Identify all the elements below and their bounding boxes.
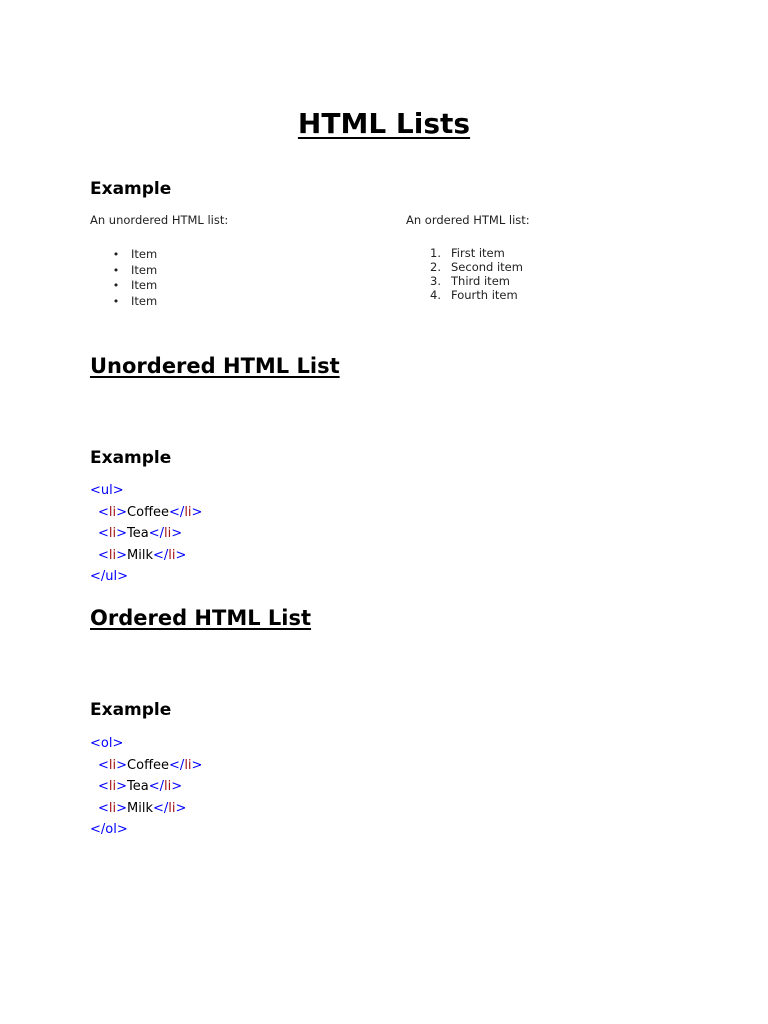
example-heading-unordered: Example bbox=[90, 448, 172, 468]
code-line: <li>Milk</li> bbox=[98, 800, 187, 816]
example-heading-demo: Example bbox=[90, 179, 172, 199]
bullet-icon: • bbox=[112, 294, 120, 308]
page-title: HTML Lists bbox=[297, 107, 471, 140]
code-line: <li>Coffee</li> bbox=[98, 757, 203, 773]
code-block-unordered bbox=[90, 480, 202, 588]
code-line: <ul> bbox=[90, 483, 124, 498]
section-heading-unordered: Unordered HTML List bbox=[90, 354, 340, 378]
list-item: 4. Fourth item bbox=[430, 288, 518, 302]
ordered-demo-list bbox=[427, 246, 523, 302]
example-heading-ordered: Example bbox=[90, 700, 172, 720]
list-item: 1. First item bbox=[430, 246, 505, 260]
code-line: </ol> bbox=[90, 822, 128, 837]
list-item: • Item bbox=[112, 293, 158, 308]
section-heading-ordered: Ordered HTML List bbox=[90, 606, 312, 630]
list-item: 2. Second item bbox=[430, 260, 523, 274]
code-line: <li>Coffee</li> bbox=[98, 504, 203, 520]
list-item: • Item bbox=[112, 278, 158, 292]
list-item: 3. Third item bbox=[430, 274, 510, 288]
code-block-ordered bbox=[90, 733, 202, 841]
ordered-caption: An ordered HTML list: bbox=[406, 213, 530, 227]
list-item: • Item bbox=[112, 247, 158, 261]
code-line: <li>Milk</li> bbox=[98, 547, 187, 563]
code-line: <li>Tea</li> bbox=[98, 779, 183, 794]
list-item: • Item bbox=[112, 262, 158, 277]
bullet-icon: • bbox=[112, 248, 120, 261]
unordered-demo-list bbox=[111, 247, 157, 309]
bullet-icon: • bbox=[112, 263, 120, 277]
code-line: </ul> bbox=[90, 569, 129, 584]
bullet-icon: • bbox=[112, 279, 120, 292]
unordered-caption: An unordered HTML list: bbox=[90, 213, 229, 227]
code-line: <ol> bbox=[90, 736, 124, 751]
code-line: <li>Tea</li> bbox=[98, 526, 183, 541]
